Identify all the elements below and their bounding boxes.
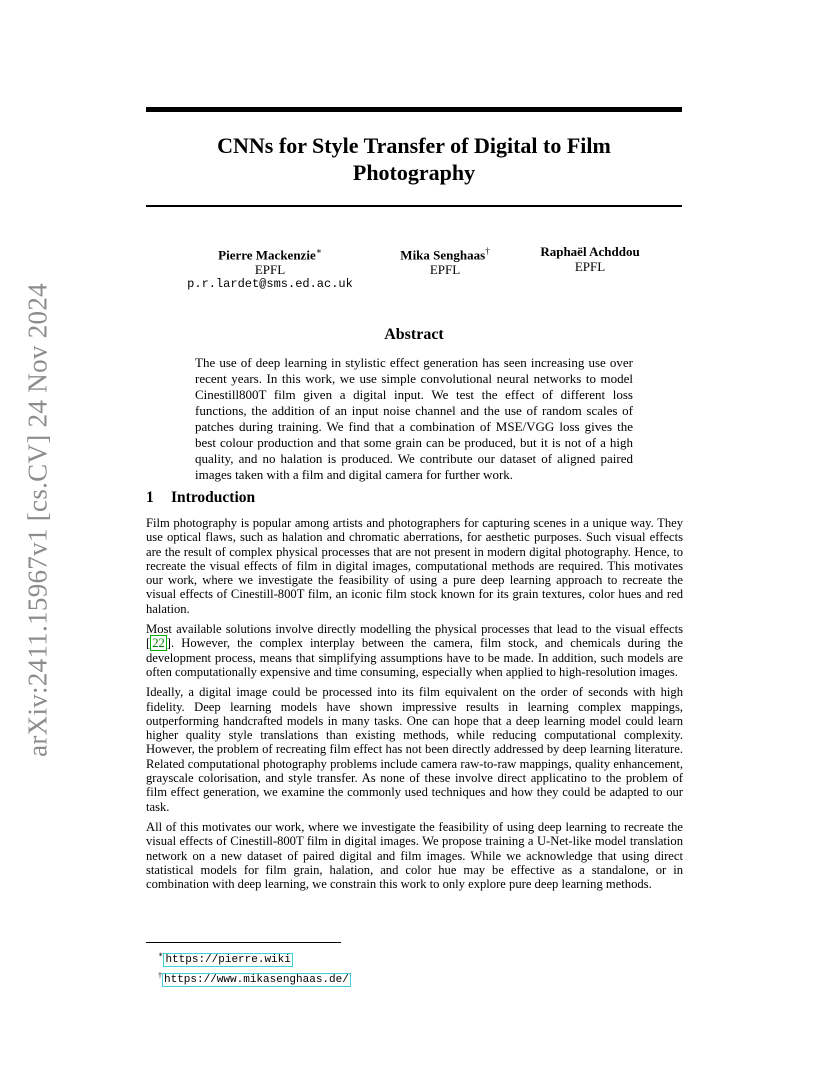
citation-link[interactable]: 22 <box>152 636 165 651</box>
footnote-url-link[interactable]: https://www.mikasenghaas.de/ <box>164 974 349 987</box>
footnote-mark: † <box>485 246 490 256</box>
author-name: Pierre Mackenzie∗ <box>218 246 322 263</box>
paragraph-3: Ideally, a digital image could be processed into its film equivalent on the order of seconds with high fidelity. Deep learning models have shown impressive results in learning complex mappings, outperforming handcrafted models in many tasks. One can hope that a deep learning model could learn higher quality style translations than existing methods, while reducing computational complexity. However, the problem of recreating film effect has not been directly addressed by deep learning literature. Related computational photography problems include camera raw-to-raw mappings, quality enhancement, grayscale colorisation, and style transfer. As none of these involve direct applicatino to the problem of film effect generation, we examine the commonly used techniques and how they could be adapted to our task. <box>146 685 683 814</box>
arxiv-identifier <box>18 280 58 760</box>
footnote-url-link[interactable]: https://pierre.wiki <box>165 953 291 966</box>
section-title: Introduction <box>171 489 256 506</box>
author-name: Raphaël Achddou <box>540 244 640 259</box>
author-email: p.r.lardet@sms.ed.ac.uk <box>187 277 353 292</box>
body-text <box>146 516 683 897</box>
footnote-1: ∗ https://pierre.wiki <box>158 950 291 966</box>
section-number: 1 <box>146 489 154 506</box>
title-top-rule <box>146 107 682 112</box>
author-affiliation: EPFL <box>254 262 286 278</box>
arxiv-identifier-text: arXiv:2411.15967v1 [cs.CV] 24 Nov 2024 <box>22 283 53 757</box>
author-affiliation: EPFL <box>429 262 461 278</box>
footnotes <box>158 947 351 988</box>
footnote-mark: ∗ <box>315 246 322 256</box>
footnote-rule <box>146 942 341 943</box>
paragraph-4: All of this motivates our work, where we investigate the feasibility of using deep learning to recreate the visual effects of Cinestill-800T film in digital images. We propose training a U-Net-like model translation network on a new dataset of paired digital and film images. While we acknowledge that using direct statistical models for film grain, halation, and color hue may be effective as a standalone, or in combination with deep learning, we constrain this work to only explore pure deep learning methods. <box>146 819 683 892</box>
paragraph-1: Film photography is popular among artists and photographers for capturing scenes in a unique way. They use optical flaws, such as halation and chromatic aberrations, for aesthetic purposes. Such visual effects are the result of complex physical processes that are not present in modern digital photography. Hence, to recreate the visual effects of film in digital images, computational methods are required. This motivates our work, where we investigate the feasibility of using a pure deep learning approach to recreate the visual effects of Cinestill-800T film, an iconic film stock known for its grain textures, color hues and red halation. <box>146 516 683 616</box>
abstract-heading: Abstract <box>384 326 444 343</box>
title-line-2: Photography <box>352 160 476 185</box>
paragraph-2: Most available solutions involve directly modelling the physical processes that lead to the visual effects [ 22 ]. However, the complex interplay between the camera, film stock, and chemicals during the development process, means that simplifying assumptions have to be made. In addition, such models are often computationally expensive and time consuming, especially when applied to high-resolution images. <box>146 622 683 679</box>
paper-title <box>146 132 682 186</box>
abstract-text: The use of deep learning in stylistic effect generation has seen increasing use over recent years. In this work, we use simple convolutional neural networks to model Cinestill800T film given a digital input. We test the effect of different loss functions, the addition of an input noise channel and the use of random scales of patches during training. We find that a combination of MSE/VGG loss gives the best colour production and that some grain can be produced, but it is not of a high quality, and no halation is produced. We contribute our dataset of aligned paired images taken with a film and digital camera for further work. <box>195 355 633 482</box>
title-line-1: CNNs for Style Transfer of Digital to Film <box>217 133 611 158</box>
author-name: Mika Senghaas† <box>400 246 490 263</box>
author-3 <box>520 244 660 274</box>
section-heading <box>146 489 255 507</box>
footnote-2: † https://www.mikasenghaas.de/ <box>158 970 349 987</box>
author-affiliation: EPFL <box>574 259 606 274</box>
author-2 <box>380 244 510 277</box>
title-bottom-rule <box>146 205 682 207</box>
author-1 <box>180 244 360 292</box>
